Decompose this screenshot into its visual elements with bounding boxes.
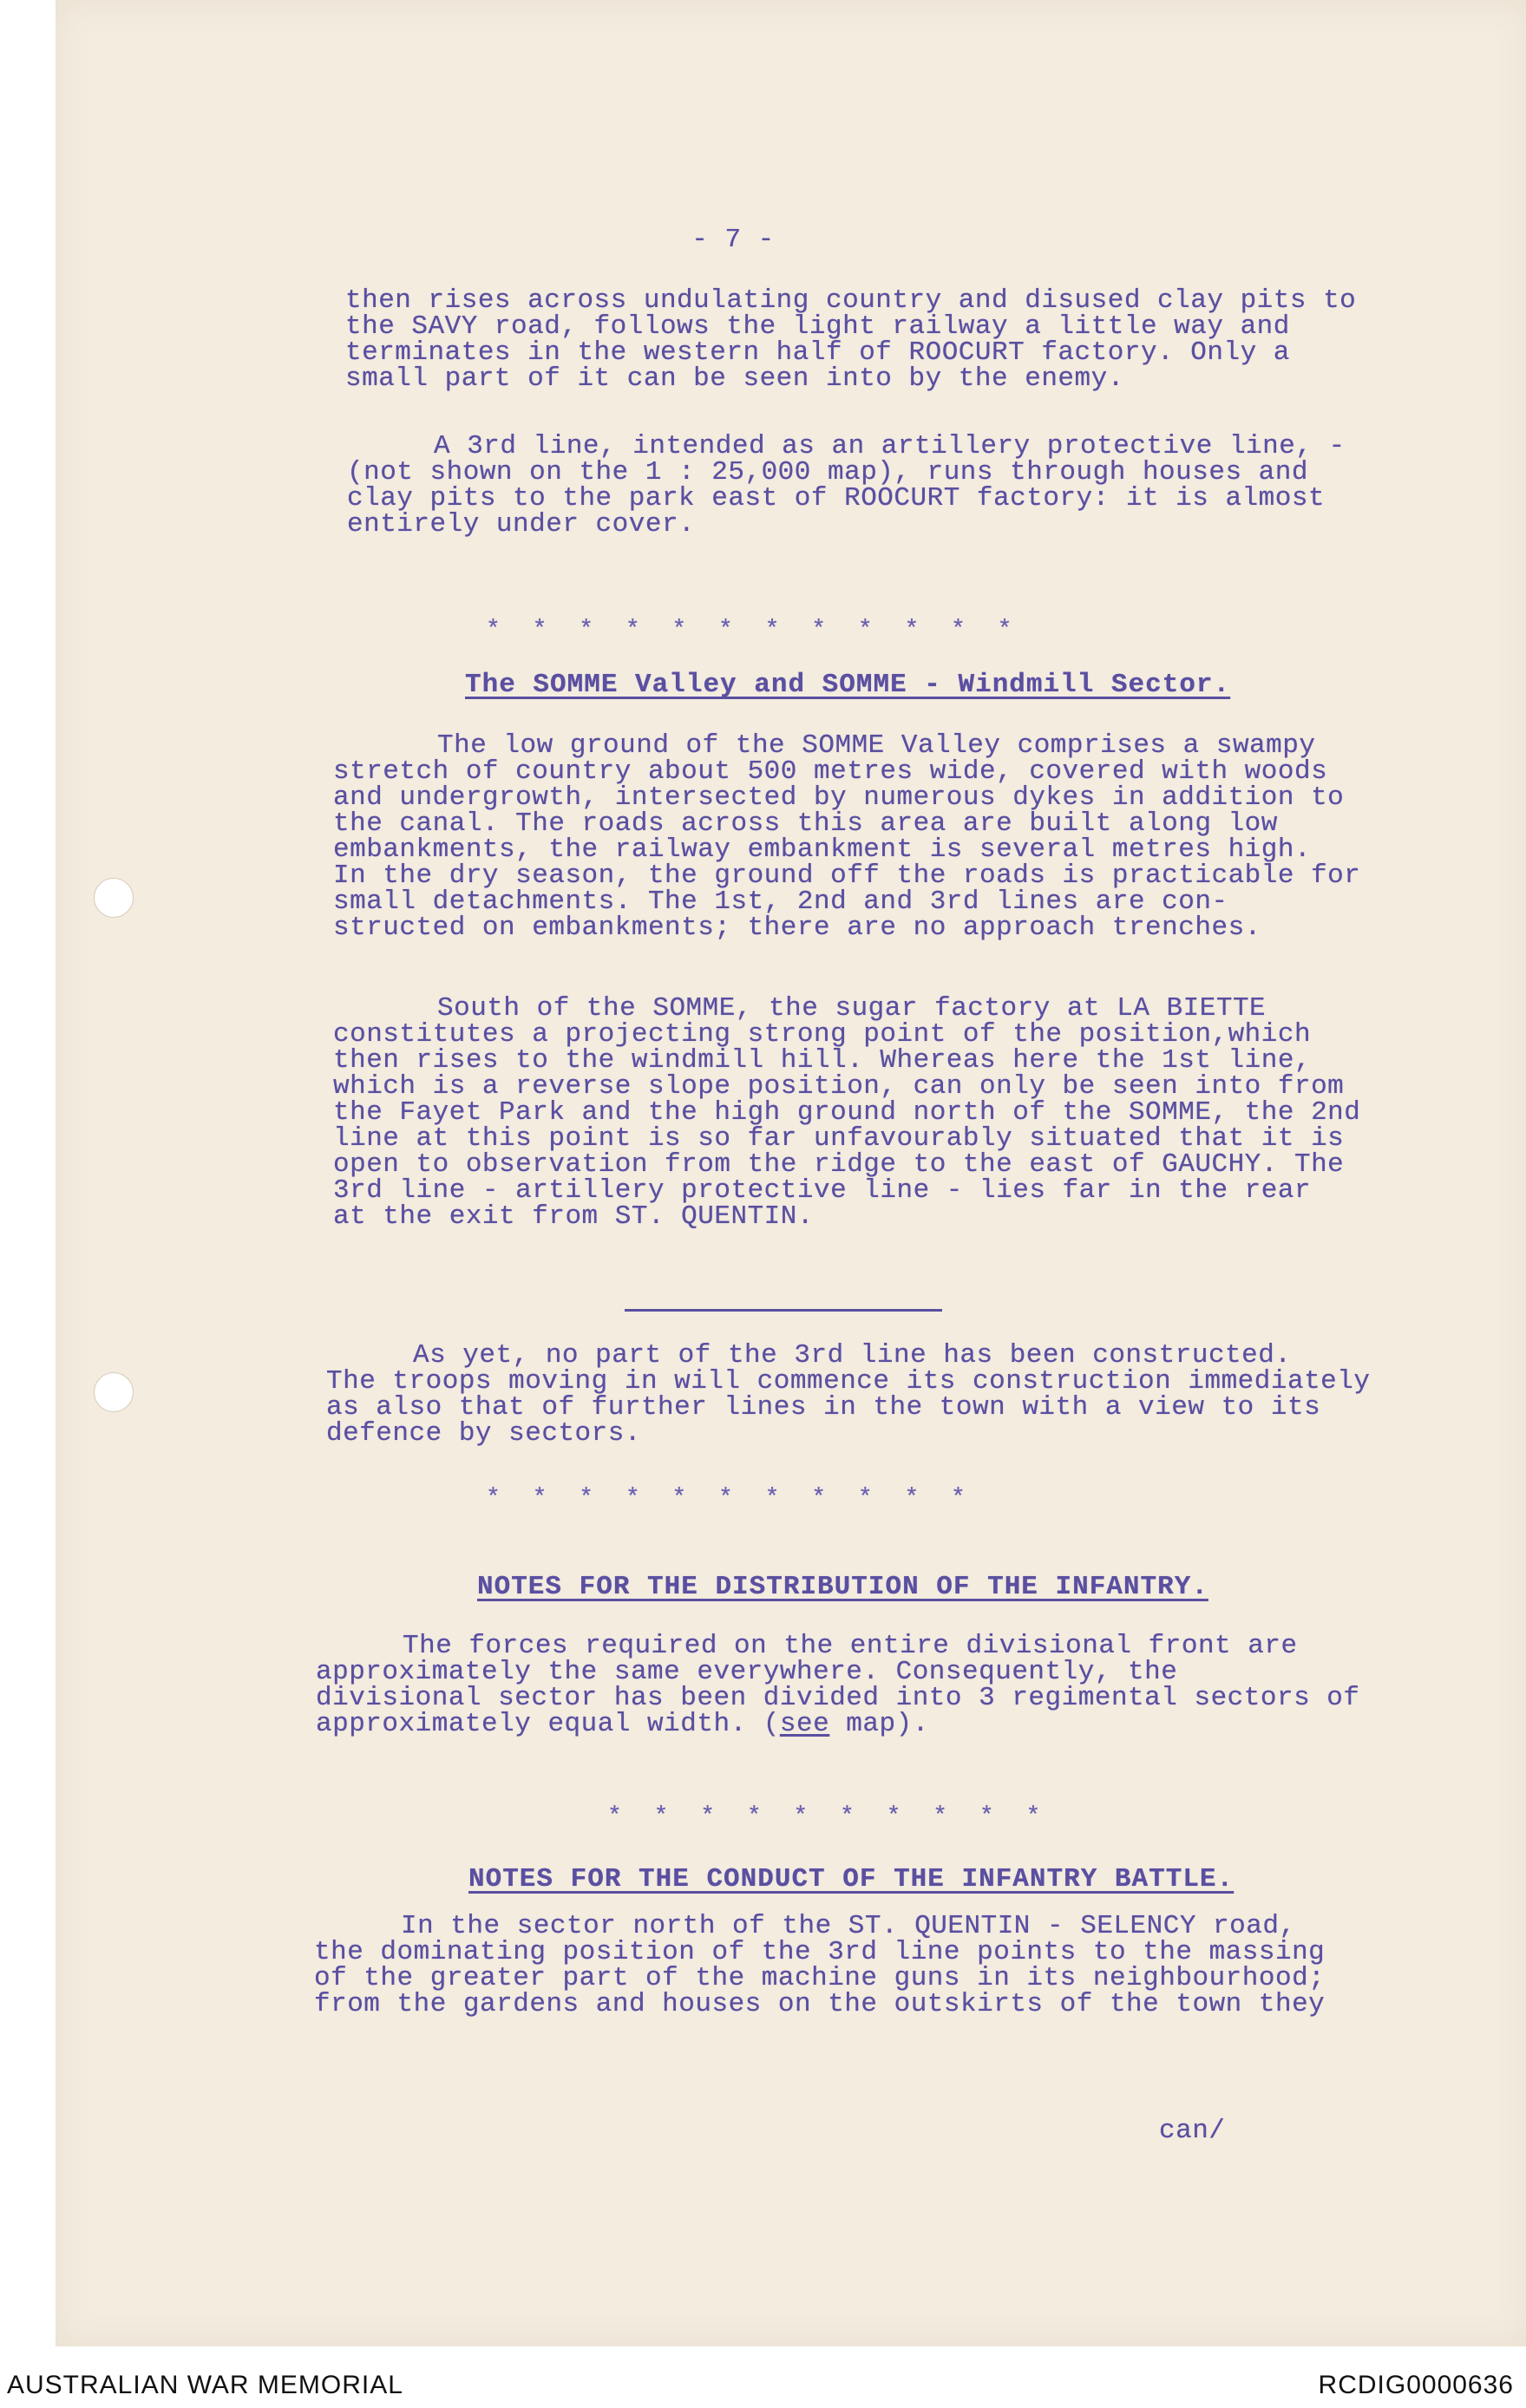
text-line: which is a reverse slope position, can only be seen into from xyxy=(333,1071,1345,1102)
catchword: can/ xyxy=(1159,2116,1226,2146)
text-line: divisional sector has been divided into 3 regimental sectors of xyxy=(316,1683,1360,1713)
see-map-reference: see xyxy=(779,1709,830,1739)
text-line: South of the SOMME, the sugar factory at LA BIETTE xyxy=(437,993,1267,1024)
text-line: the SAVY road, follows the light railway a little way and xyxy=(345,311,1290,342)
text-line: the Fayet Park and the high ground north of the SOMME, the 2nd xyxy=(333,1097,1361,1128)
text-line: line at this point is so far unfavourably situated that it is xyxy=(333,1123,1345,1154)
text-line: at the exit from ST. QUENTIN. xyxy=(333,1201,814,1232)
footer-record-id: RCDIG0000636 xyxy=(1318,2371,1514,2399)
text-line: the canal. The roads across this area are built along low xyxy=(333,808,1278,839)
text-line: embankments, the railway embankment is several metres high. xyxy=(333,834,1312,865)
paragraph-7 xyxy=(314,1911,1326,2019)
footer-institution: AUSTRALIAN WAR MEMORIAL xyxy=(7,2371,403,2399)
text-line: as also that of further lines in the town with a view to its xyxy=(326,1392,1321,1423)
text-line: structed on embankments; there are no approach trenches. xyxy=(333,913,1261,943)
text-line: constitutes a projecting strong point of the position,which xyxy=(333,1019,1312,1050)
text-line: stretch of country about 500 metres wide, covered with woods xyxy=(333,756,1328,787)
text-line: (not shown on the 1 : 25,000 map), runs through houses and xyxy=(347,457,1308,487)
text-line: In the dry season, the ground off the roads is practicable for xyxy=(333,860,1361,891)
text-line: and undergrowth, intersected by numerous dykes in addition to xyxy=(333,782,1345,813)
text-fragment: approximately equal width. ( xyxy=(316,1709,780,1739)
text-line: The low ground of the SOMME Valley comprises a swampy xyxy=(437,730,1316,761)
heading-conduct-infantry-battle: NOTES FOR THE CONDUCT OF THE INFANTRY BATTLE. xyxy=(468,1864,1235,1894)
separator-stars: * * * * * * * * * * * xyxy=(486,1485,974,1512)
text-line: then rises to the windmill hill. Whereas here the 1st line, xyxy=(333,1045,1312,1076)
text-line: then rises across undulating country and disused clay pits to xyxy=(345,285,1357,316)
text-line xyxy=(316,1711,1360,1737)
text-line: small part of it can be seen into by the enemy. xyxy=(345,363,1124,394)
paragraph-6 xyxy=(316,1633,1360,1737)
page-number: - 7 - xyxy=(691,225,775,255)
text-line: open to observation from the ridge to the east of GAUCHY. The xyxy=(333,1149,1345,1180)
paragraph-2 xyxy=(347,431,1346,540)
paragraph-3 xyxy=(333,730,1361,943)
punch-hole-bottom xyxy=(94,1372,134,1412)
text-line: of the greater part of the machine guns in its neighbourhood; xyxy=(314,1963,1326,1993)
text-line: the dominating position of the 3rd line points to the massing xyxy=(314,1937,1326,1967)
paragraph-1 xyxy=(345,285,1357,394)
text-line: In the sector north of the ST. QUENTIN - SELENCY road, xyxy=(401,1911,1296,1941)
punch-hole-top xyxy=(94,878,134,918)
text-line: clay pits to the park east of ROOCURT factory: it is almost xyxy=(347,483,1326,514)
paragraph-4 xyxy=(333,993,1361,1232)
text-line: approximately the same everywhere. Consequently, the xyxy=(316,1657,1178,1687)
section-divider-line xyxy=(625,1309,942,1312)
text-line: from the gardens and houses on the outskirts of the town they xyxy=(314,1989,1326,2019)
text-line: terminates in the western half of ROOCURT factory. Only a xyxy=(345,337,1290,368)
text-line: As yet, no part of the 3rd line has been constructed. xyxy=(413,1340,1292,1371)
paragraph-5 xyxy=(326,1340,1371,1449)
text-line: entirely under cover. xyxy=(347,509,696,540)
text-fragment: map). xyxy=(829,1709,929,1739)
text-line: The forces required on the entire divisional front are xyxy=(403,1631,1298,1661)
heading-distribution-infantry: NOTES FOR THE DISTRIBUTION OF THE INFANTRY. xyxy=(477,1572,1208,1602)
text-line: small detachments. The 1st, 2nd and 3rd lines are con- xyxy=(333,887,1228,917)
separator-stars: * * * * * * * * * * * * xyxy=(486,617,1021,644)
separator-stars: * * * * * * * * * * xyxy=(607,1803,1050,1830)
text-line: defence by sectors. xyxy=(326,1418,641,1449)
archive-footer xyxy=(0,2346,1526,2408)
heading-somme-sector: The SOMME Valley and SOMME - Windmill Sector. xyxy=(465,670,1231,700)
text-line: 3rd line - artillery protective line - lies far in the rear xyxy=(333,1175,1312,1206)
text-line: The troops moving in will commence its construction immediately xyxy=(326,1366,1371,1397)
text-line: A 3rd line, intended as an artillery protective line, - xyxy=(434,431,1346,461)
